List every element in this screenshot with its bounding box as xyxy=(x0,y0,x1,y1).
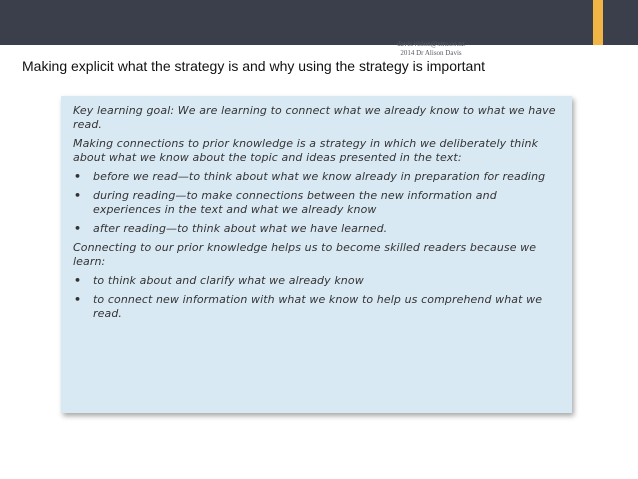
bullet-text: to think about and clarify what we already know xyxy=(93,274,364,287)
bullet-clarify xyxy=(73,274,563,288)
author-credit xyxy=(376,40,486,58)
bullet-icon: • xyxy=(74,170,82,183)
connecting-intro: Connecting to our prior knowledge helps us to become skilled readers because we learn: xyxy=(73,241,537,268)
bullet-before-reading xyxy=(73,170,563,184)
bullet-during-reading xyxy=(73,189,563,217)
strategy-intro: Making connections to prior knowledge is a strategy in which we deliberately think about what we know about the topic and ideas presented in the text: xyxy=(73,137,539,164)
header-bar-end xyxy=(603,0,638,45)
bullet-icon: • xyxy=(74,274,82,287)
bullet-icon: • xyxy=(74,222,82,235)
slide-title: Making explicit what the strategy is and why using the strategy is important xyxy=(22,58,485,74)
bullet-text: during reading—to make connections between the new information and experiences in the text and what we already know xyxy=(93,189,497,216)
header-accent xyxy=(593,0,603,45)
bullet-text: after reading—to think about what we have learned. xyxy=(93,222,388,235)
learning-goal: Key learning goal: We are learning to connect what we already know to what we have read. xyxy=(73,104,556,131)
header-bar xyxy=(0,0,638,45)
learning-goal-card xyxy=(61,96,572,413)
bullet-icon: • xyxy=(74,293,82,306)
author-email: davis.vision@xtra.co.nz xyxy=(397,40,465,48)
bullet-text: to connect new information with what we know to help us comprehend what we read. xyxy=(93,293,543,320)
bullet-icon: • xyxy=(74,189,82,202)
bullet-connect xyxy=(73,293,563,321)
author-copyright: 2014 Dr Alison Davis xyxy=(400,49,462,57)
bullet-after-reading xyxy=(73,222,563,236)
bullet-text: before we read—to think about what we know already in preparation for reading xyxy=(93,170,546,183)
card-content xyxy=(73,104,563,326)
